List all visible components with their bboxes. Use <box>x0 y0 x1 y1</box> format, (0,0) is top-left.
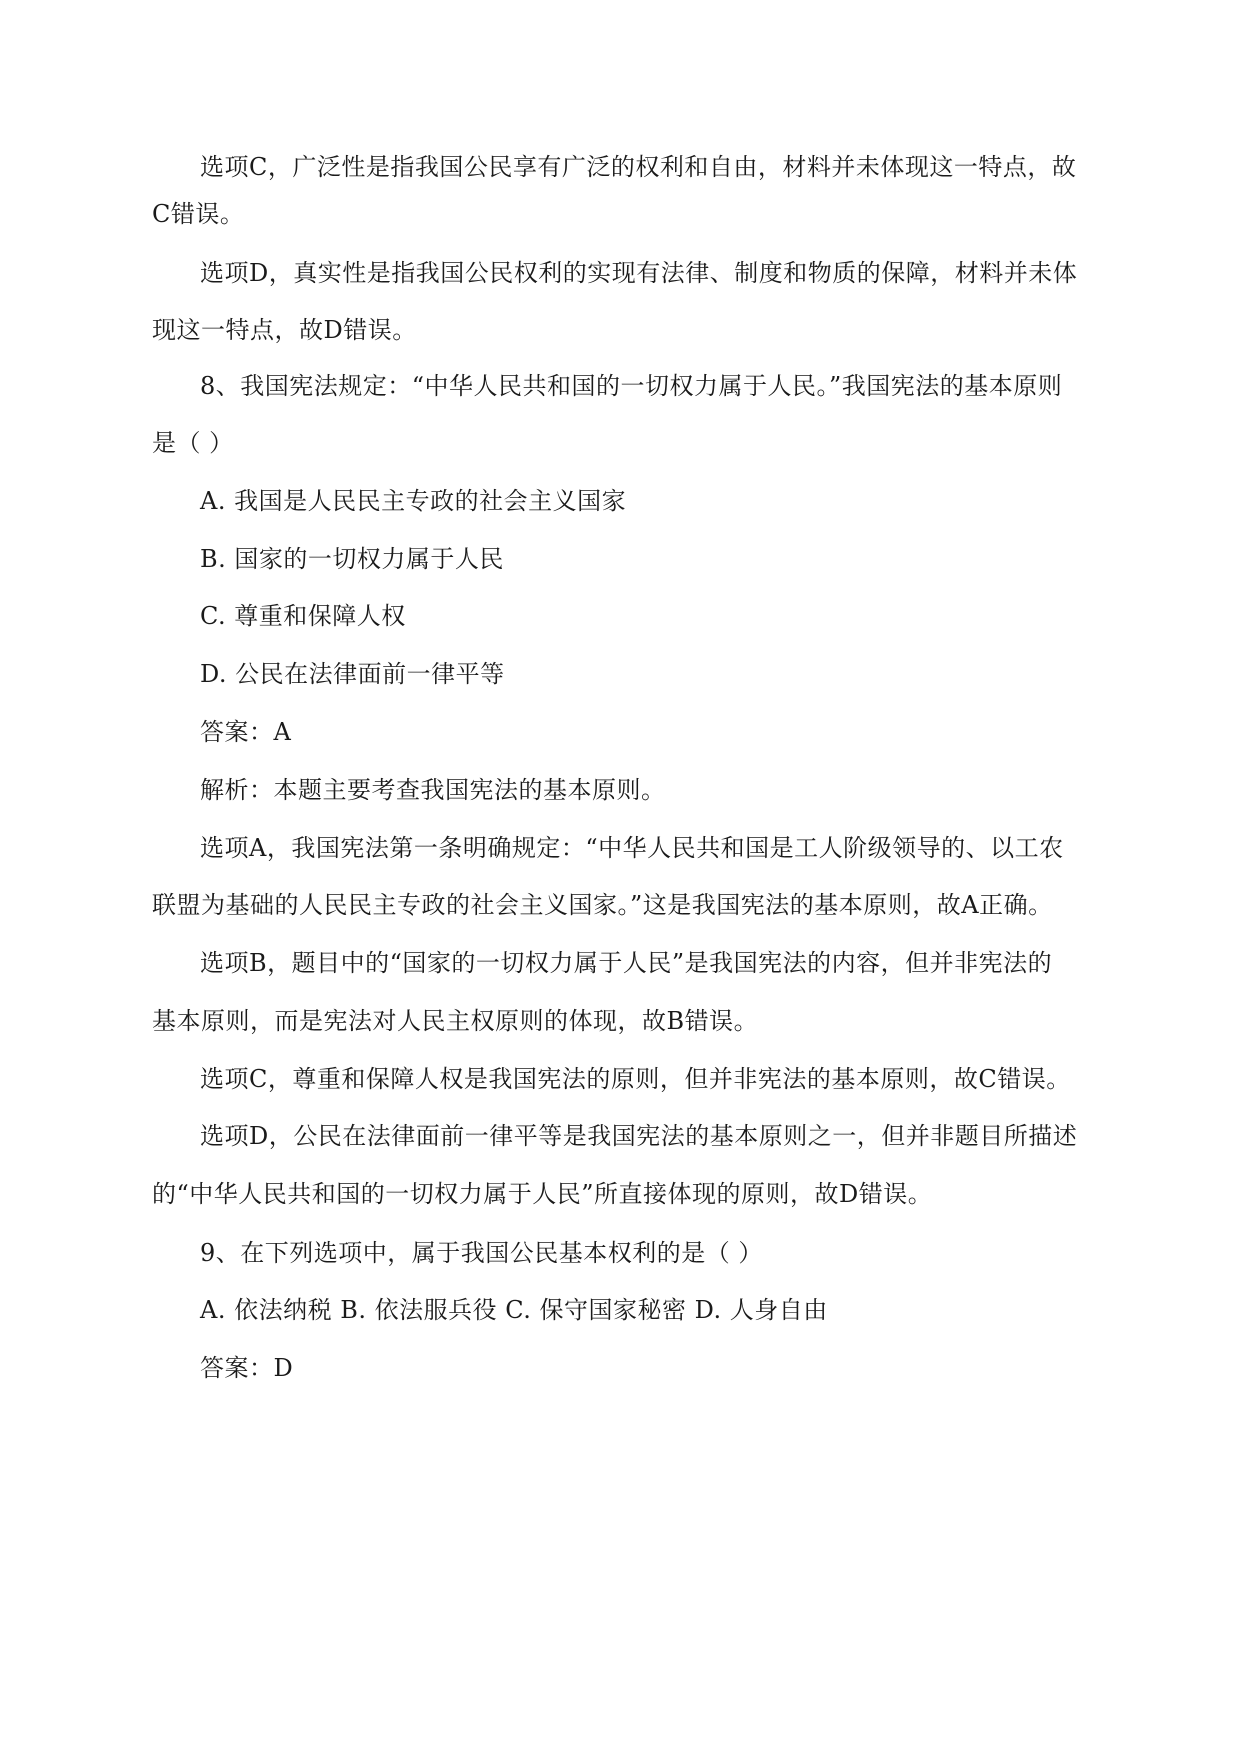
q8-option-a-explanation-line-1: 选项A，我国宪法第一条明确规定：“中华人民共和国是工人阶级领导的、以工农 <box>200 834 1064 862</box>
question-8-option-a: A. 我国是人民民主专政的社会主义国家 <box>200 487 627 515</box>
option-d-explanation-line-1: 选项D，真实性是指我国公民权利的实现有法律、制度和物质的保障，材料并未体 <box>200 259 1078 287</box>
q8-option-b-explanation-line-1: 选项B，题目中的“国家的一切权力属于人民”是我国宪法的内容，但并非宪法的 <box>200 949 1053 977</box>
question-8-stem-line-1: 8、我国宪法规定：“中华人民共和国的一切权力属于人民。”我国宪法的基本原则 <box>200 372 1063 400</box>
option-c-explanation-line-1: 选项C，广泛性是指我国公民享有广泛的权利和自由，材料并未体现这一特点，故 <box>200 153 1077 181</box>
q8-option-a-explanation-line-2: 联盟为基础的人民民主专政的社会主义国家。”这是我国宪法的基本原则，故A正确。 <box>152 891 1053 919</box>
question-8-option-b: B. 国家的一切权力属于人民 <box>200 545 504 573</box>
option-c-explanation-line-2: C错误。 <box>152 200 245 228</box>
q8-option-d-explanation-line-2: 的“中华人民共和国的一切权力属于人民”所直接体现的原则，故D错误。 <box>152 1180 933 1208</box>
q8-option-d-explanation-line-1: 选项D，公民在法律面前一律平等是我国宪法的基本原则之一，但并非题目所描述 <box>200 1122 1078 1150</box>
q8-option-b-explanation-line-2: 基本原则，而是宪法对人民主权原则的体现，故B错误。 <box>152 1007 759 1035</box>
option-d-explanation-line-2: 现这一特点，故D错误。 <box>152 316 417 344</box>
question-8-option-d: D. 公民在法律面前一律平等 <box>200 660 505 688</box>
question-8-stem-line-2: 是（ ） <box>152 429 234 457</box>
question-8-analysis: 解析：本题主要考查我国宪法的基本原则。 <box>200 776 666 804</box>
question-9-answer: 答案：D <box>200 1354 294 1382</box>
q8-option-c-explanation: 选项C，尊重和保障人权是我国宪法的原则，但并非宪法的基本原则，故C错误。 <box>200 1065 1071 1093</box>
question-9-options: A. 依法纳税 B. 依法服兵役 C. 保守国家秘密 D. 人身自由 <box>200 1296 828 1324</box>
question-9-stem: 9、在下列选项中，属于我国公民基本权利的是（ ） <box>200 1239 763 1267</box>
question-8-option-c: C. 尊重和保障人权 <box>200 602 406 630</box>
question-8-answer: 答案：A <box>200 718 292 746</box>
